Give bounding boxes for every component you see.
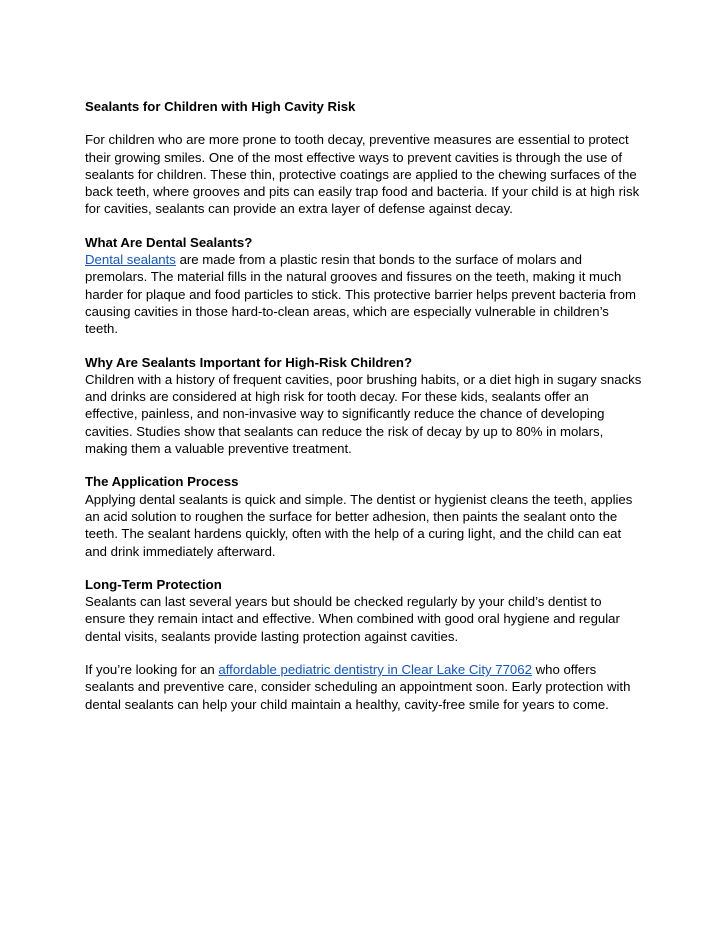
closing-text-after: who offers sealants and preventive care, consider scheduling an appointment soon. Early protection with dental sealants can help your child maintain a healthy, cavity-free smile for years to come. bbox=[85, 662, 631, 712]
section-application-process bbox=[85, 473, 645, 559]
document-title: Sealants for Children with High Cavity Risk bbox=[85, 99, 356, 114]
section-paragraph bbox=[85, 251, 645, 337]
section-body-text: are made from a plastic resin that bonds to the surface of molars and premolars. The material fills in the natural grooves and fissures on the teeth, making it much harder for plaque and food particles to stick. This protective barrier helps prevent bacteria from causing cavities in those hard-to-clean areas, which are especially vulnerable in children’s teeth. bbox=[85, 252, 636, 337]
intro-paragraph: For children who are more prone to tooth decay, preventive measures are essential to protect their growing smiles. One of the most effective ways to prevent cavities is through the use of sealants for children. These thin, protective coatings are applied to the chewing surfaces of the back teeth, where grooves and pits can easily trap food and bacteria. If your child is at high risk for cavities, sealants can provide an extra layer of defense against decay. bbox=[85, 132, 640, 217]
section-heading: The Application Process bbox=[85, 474, 239, 490]
section-paragraph: Applying dental sealants is quick and simple. The dentist or hygienist cleans the teeth, applies an acid solution to roughen the surface for better adhesion, then paints the sealant onto the teeth. The sealant hardens quickly, often with the help of a curing light, and the child can eat and drink immediately afterward. bbox=[85, 491, 633, 559]
closing-paragraph bbox=[85, 661, 645, 713]
section-paragraph: Children with a history of frequent cavities, poor brushing habits, or a diet high in sugary snacks and drinks are considered at high risk for tooth decay. For these kids, sealants offer an effective, painless, and non-invasive way to significantly reduce the chance of developing cavities. Studies show that sealants can reduce the risk of decay by up to 80% in molars, making them a valuable preventive treatment. bbox=[85, 371, 642, 457]
dental-sealants-link[interactable]: Dental sealants bbox=[85, 252, 176, 268]
section-heading: Long-Term Protection bbox=[85, 576, 222, 592]
section-why-important bbox=[85, 354, 645, 458]
pediatric-dentistry-link[interactable]: affordable pediatric dentistry in Clear Lake City 77062 bbox=[218, 662, 532, 678]
section-long-term-protection bbox=[85, 576, 645, 645]
section-heading: What Are Dental Sealants? bbox=[85, 234, 253, 250]
document-page bbox=[85, 98, 645, 729]
section-heading: Why Are Sealants Important for High-Risk Children? bbox=[85, 354, 413, 370]
closing-text-before: If you’re looking for an bbox=[85, 662, 219, 678]
section-what-are-sealants bbox=[85, 234, 645, 338]
section-paragraph: Sealants can last several years but should be checked regularly by your child’s dentist to ensure they remain intact and effective. When combined with good oral hygiene and regular dental visits, sealants provide lasting protection against cavities. bbox=[85, 594, 620, 644]
